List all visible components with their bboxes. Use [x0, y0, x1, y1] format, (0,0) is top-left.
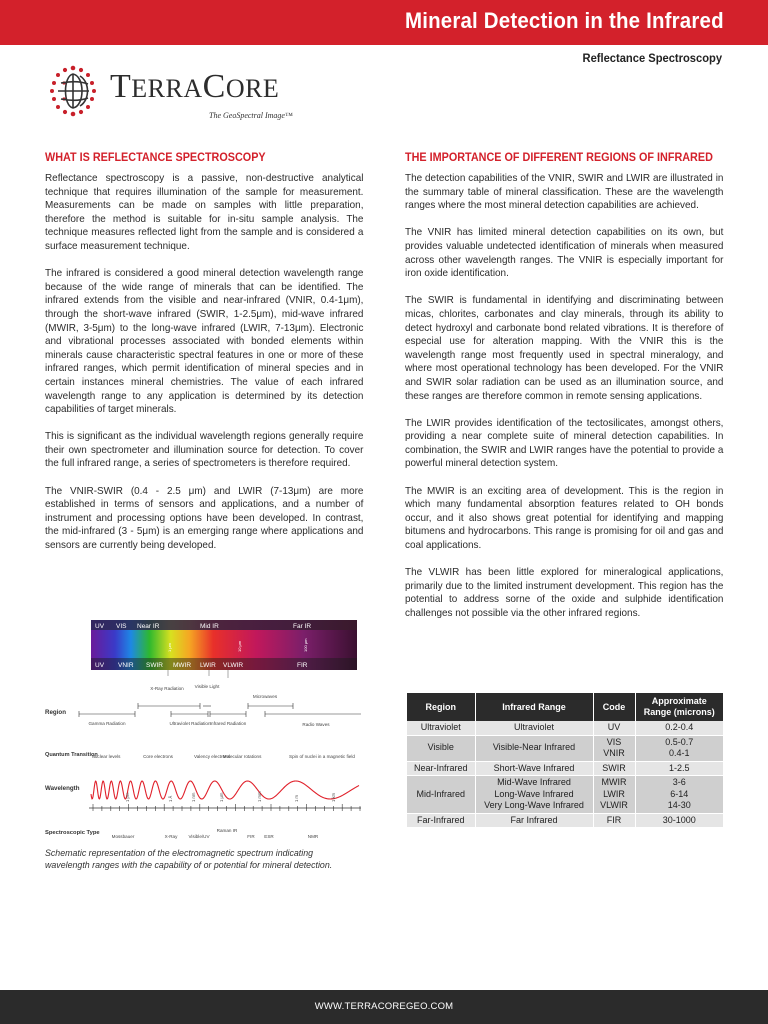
wavelength-row-label: Wavelength — [45, 785, 80, 792]
band-mark: 10 μm — [237, 640, 242, 652]
band-label-top: VIS — [116, 623, 127, 630]
cell-region: Mid-Infrared — [407, 776, 475, 814]
tick-label: 1 km — [331, 792, 336, 802]
paragraph: The VLWIR has been little explored for mineralogical applications, primarily due to the limited instrument development. This region has the potential to address sorne of the oxide and sulphide identification challenges not possible via the other infrared regions. — [405, 567, 724, 619]
cell-approx — [635, 813, 723, 828]
page-subtitle: Reflectance Spectroscopy — [582, 51, 722, 65]
cell-line: Long-Wave Infrared — [494, 788, 574, 799]
paragraph: The MWIR is an exciting area of development. This is the region in which many fundamental absorption features related to OH bonds occur, and it also shows great potential for identifying and mapping bitumens and hydrocarbons. This range is promising for oil and gas and coal applications. — [405, 485, 724, 552]
paragraph: The SWIR is fundamental in identifying and discriminating between micas, chlorites, carbonates and clay minerals, through its ability to detect hydroxyl and carbonate bond related vibrations. It is therefore of especial use for alteration mapping. With the VNIR this is the wavelength range most frequently used in spectral mineralogy, and where most operational technology has been developed. For the VNIR and SWIR solar radiation can be used as an illumination source, and these ranges are therefore common in remote sensing applications. — [405, 295, 724, 402]
band-label-top: Mid IR — [200, 623, 219, 630]
spectro-label: Raman IR — [216, 828, 238, 833]
region-lower-label: Infrared Radiation — [209, 721, 247, 726]
band-label-bottom: FIR — [297, 662, 308, 669]
cell-line: VLWIR — [600, 800, 628, 810]
cell-line: UV — [607, 722, 621, 732]
paragraph: Reflectance spectroscopy is a passive, non-destructive analytical technique that requires illumination of the sample for measurement. Measurements can be made on samples with little preparation, therefore the method is suitable for in-situ sample analysis. The technique measures reflected light from the sample and is considered a surface measurement technique. — [45, 173, 364, 252]
spectrum-diagram — [45, 618, 365, 848]
band-label-bottom: VNIR — [118, 662, 134, 669]
region-row-label: Region — [45, 709, 66, 716]
section-heading-reflectance: WHAT IS REFLECTANCE SPECTROSCOPY — [45, 152, 266, 164]
band-label-bottom: VLWIR — [223, 662, 244, 669]
region-upper-label: X-Ray Radiation — [150, 686, 184, 691]
quantum-label: Core electrons — [143, 754, 173, 759]
table-row — [407, 735, 723, 761]
spectro-label: FIR — [247, 834, 255, 839]
column-header: Approximate Range (microns) — [635, 693, 723, 721]
cell-line: VIS — [606, 736, 622, 747]
column-header: Infrared Range — [475, 693, 593, 721]
band-mark: 100 μm — [303, 638, 308, 652]
left-column — [45, 152, 363, 566]
cell-region: Visible — [407, 735, 475, 761]
cell-range — [475, 761, 593, 776]
paragraph: This is significant as the individual wavelength regions generally require their own spectrometer and illumination source for detection. To cover the full infrared range, a series of spectrometers is therefore required. — [45, 431, 364, 470]
cell-line: 30-1000 — [662, 814, 696, 825]
band-label-bottom: UV — [95, 662, 105, 669]
band-label-bottom: SWIR — [146, 662, 163, 669]
cell-line: Short-Wave Infrared — [493, 762, 575, 773]
cell-code — [593, 761, 635, 776]
cell-region: Near-Infrared — [407, 761, 475, 776]
spectro-label: X-Ray — [164, 834, 178, 839]
spectro-row-label: Spectroscopic Type — [45, 830, 100, 836]
spectro-label: ESR — [264, 834, 274, 839]
region-upper-label: Visible Light — [194, 684, 220, 689]
cell-approx — [635, 776, 723, 814]
tick-label: 1 mm — [257, 791, 262, 802]
cell-code — [593, 776, 635, 814]
region-lower-label: Radio Waves — [302, 722, 330, 727]
band-label-top: Near IR — [137, 623, 160, 630]
column-header: Region — [407, 693, 475, 721]
cell-line: 0.4-1 — [668, 748, 690, 758]
quantum-label: Nuclear levels — [91, 754, 121, 759]
cell-approx — [635, 735, 723, 761]
tick-label: 1 μm — [219, 792, 224, 802]
quantum-label: Spin of nuclei in a magnetic field — [289, 754, 355, 759]
tick-label: 1 nm — [191, 792, 196, 802]
paragraph: The LWIR provides identification of the tectosilicates, amongst others, providing a near complete suite of mineral detection capabilities. In combination, the SWIR and LWIR ranges have the potential to provide a powerful mineral detection system. — [405, 417, 724, 470]
region-upper-label: Microwaves — [252, 694, 278, 699]
table-row — [407, 721, 723, 735]
cell-line: Ultraviolet — [513, 722, 554, 732]
cell-line: 6-14 — [670, 788, 689, 799]
footer-bar — [0, 990, 768, 1024]
header-bar — [0, 0, 768, 45]
cell-region: Far-Infrared — [407, 813, 475, 828]
paragraph: The VNIR-SWIR (0.4 - 2.5 μm) and LWIR (7-13μm) are more established in terms of sensors and applications, and a number of instrument and processing options have been developed. In contrast, the mid-infrared (3 - 5μm) is an emerging range where applications and sensors are currently being developed. — [45, 485, 364, 552]
logo-tagline: The GeoSpectral Image™ — [209, 111, 293, 120]
logo-wordmark: TERRACORE — [110, 68, 280, 105]
cell-range — [475, 813, 593, 828]
cell-range — [475, 776, 593, 814]
infrared-ranges-table — [407, 693, 723, 828]
column-header: Code — [593, 693, 635, 721]
cell-line: Mid-Wave Infrared — [497, 777, 571, 787]
figure-caption: Schematic representation of the electromagnetic spectrum indicating wavelength ranges with the capability of or potential for mineral detection. — [45, 848, 333, 870]
terracore-logo — [44, 62, 304, 124]
quantum-label: Molecular rotations — [222, 754, 262, 759]
cell-range — [475, 721, 593, 735]
band-mark: 1 μm — [167, 643, 172, 652]
band-label-top: Far IR — [293, 623, 312, 630]
cell-approx — [635, 761, 723, 776]
table-row — [407, 776, 723, 814]
cell-code — [593, 735, 635, 761]
cell-code — [593, 721, 635, 735]
band-label-bottom: LWIR — [200, 662, 216, 669]
page-title: Mineral Detection in the Infrared — [405, 8, 724, 33]
band-label-bottom: MWIR — [173, 662, 192, 669]
band-label-top: UV — [95, 623, 105, 630]
cell-line: MWIR — [601, 777, 627, 787]
paragraph: The infrared is considered a good mineral detection wavelength range because of the wide range of minerals that can be identified. The infrared extends from the visible and near-infrared (VNIR, 0.4-1μm), through the short-wave infrared (SWIR, 1-2.5μm), mid-wave infrared (MWIR, 3-5μm) to the long-wave infrared (LWIR, 7-13μm). Electronic and vibrational processes associated with bonded elements within minerals cause characteristic spectral features in one or more of these infrared ranges, which permit identification of mineral species and in certain instances mineral chemistries. The value of each infrared wavelength range to any application is determined by its detection capabilities of target minerals. — [45, 268, 364, 416]
spectro-label: Visible/UV — [188, 834, 210, 839]
table-row — [407, 761, 723, 776]
cell-line: Visible-Near Infrared — [492, 742, 576, 753]
cell-line: 3-6 — [672, 777, 686, 787]
tick-label: 1 pm — [125, 792, 130, 802]
region-lower-label: Gamma Radiation — [88, 721, 126, 726]
footer-url: WWW.TERRACOREGEO.COM — [314, 1001, 454, 1012]
cell-code — [593, 813, 635, 828]
globe-icon — [44, 62, 102, 120]
cell-line: 1-2.5 — [668, 762, 690, 773]
spectro-label: NMR — [307, 834, 319, 839]
cell-line: 0.5-0.7 — [665, 736, 694, 747]
cell-line: LWIR — [603, 788, 625, 799]
cell-line: VNIR — [603, 748, 625, 758]
section-heading-regions: THE IMPORTANCE OF DIFFERENT REGIONS OF INFRARED — [405, 152, 713, 164]
region-lower-label: Ultraviolet Radiation — [169, 721, 211, 726]
spectro-label: Mossbauer — [111, 834, 135, 839]
cell-approx — [635, 721, 723, 735]
cell-region: Ultraviolet — [407, 721, 475, 735]
cell-line: Very Long-Wave Infrared — [484, 800, 584, 810]
wave-line — [91, 781, 359, 799]
right-column — [405, 152, 723, 634]
table-header-row — [407, 693, 723, 721]
table-row — [407, 813, 723, 828]
cell-line: 14-30 — [667, 800, 691, 810]
cell-line: SWIR — [602, 762, 626, 773]
cell-line: Far Infrared — [510, 814, 558, 825]
paragraph: The VNIR has limited mineral detection capabilities on its own, but provides valuable undetected identification of minerals when measured across other wavelength ranges. The VNIR is especially important for iron oxide identification. — [405, 227, 724, 280]
cell-line: FIR — [606, 814, 622, 825]
paragraph: The detection capabilities of the VNIR, SWIR and LWIR are illustrated in the summary table of mineral classification. These are the wavelength ranges where the most mineral detection capabilities are achieved. — [405, 173, 724, 212]
tick-label: 1 Å — [168, 795, 173, 802]
cell-line: 0.2-0.4 — [665, 722, 694, 732]
tick-label: 1 m — [294, 795, 299, 802]
quantum-label: Valency electrons — [194, 754, 230, 759]
cell-range — [475, 735, 593, 761]
quantum-row-label: Quantum Transition — [45, 752, 98, 758]
